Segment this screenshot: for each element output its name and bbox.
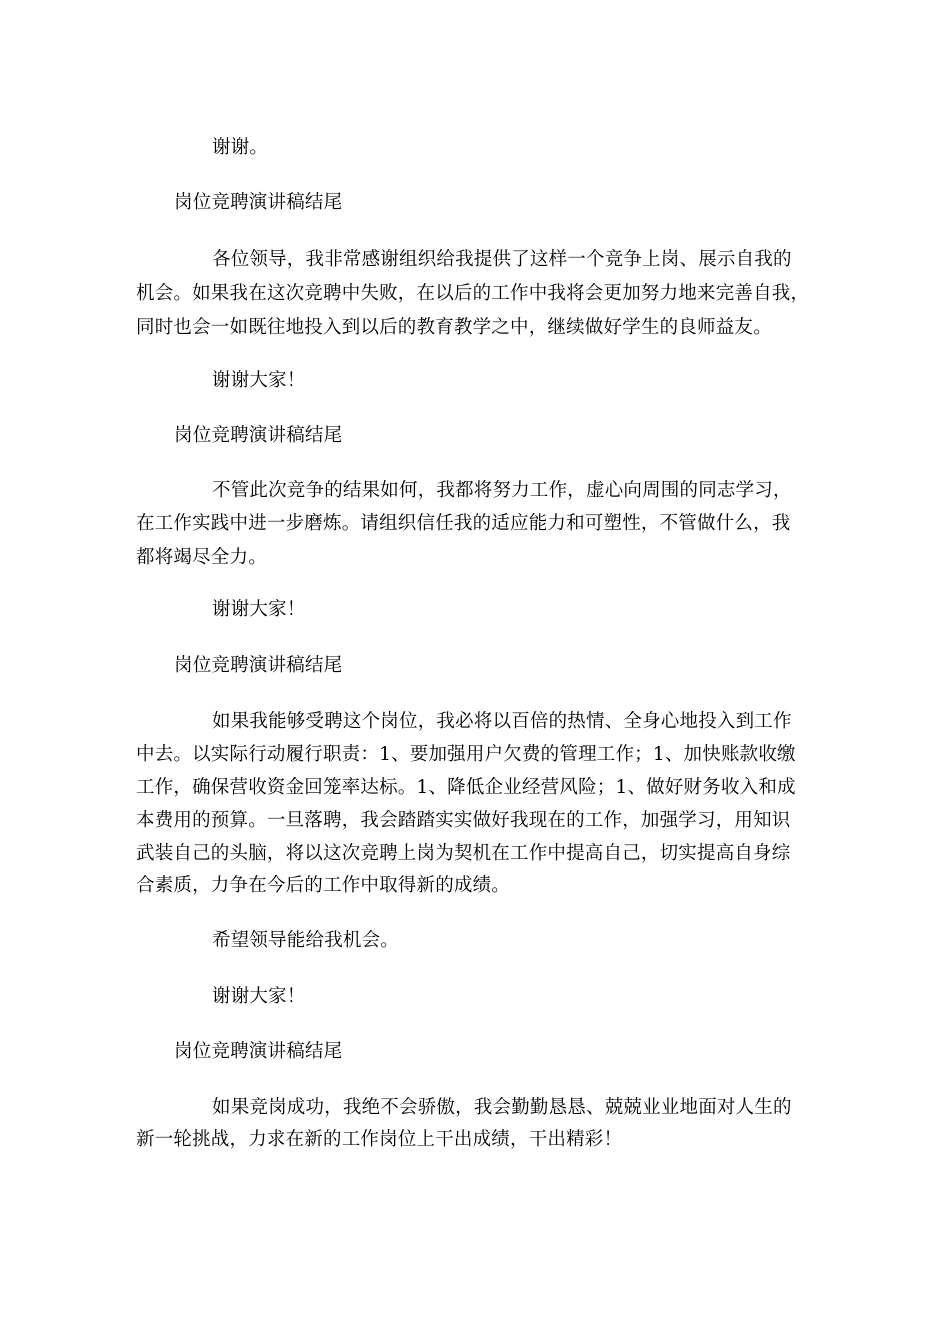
paragraph-line: 谢谢。: [212, 137, 269, 158]
paragraph-line: 本费用的预算。一旦落聘，我会踏踏实实做好我现在的工作，加强学习，用知识: [136, 810, 791, 831]
paragraph-line: 各位领导，我非常感谢组织给我提供了这样一个竞争上岗、展示自我的: [212, 249, 792, 270]
paragraph-line: 如果我能够受聘这个岗位，我必将以百倍的热情、全身心地投入到工作: [212, 711, 792, 732]
paragraph-line: 在工作实践中进一步磨炼。请组织信任我的适应能力和可塑性，不管做什么，我: [136, 513, 791, 534]
paragraph-line: 不管此次竞争的结果如何，我都将努力工作，虚心向周围的同志学习，: [212, 480, 792, 501]
section-heading: 岗位竞聘演讲稿结尾: [174, 655, 343, 676]
paragraph-line: 谢谢大家！: [212, 599, 306, 620]
paragraph-line: 新一轮挑战，力求在新的工作岗位上干出成绩，干出精彩！: [136, 1129, 623, 1150]
section-heading: 岗位竞聘演讲稿结尾: [174, 1041, 343, 1062]
paragraph-line: 武装自己的头脑，将以这次竞聘上岗为契机在工作中提高自己，切实提高自身综: [136, 843, 791, 864]
section-heading: 岗位竞聘演讲稿结尾: [174, 192, 343, 213]
paragraph-line: 合素质，力争在今后的工作中取得新的成绩。: [136, 875, 511, 896]
paragraph-line: 如果竞岗成功，我绝不会骄傲，我会勤勤恳恳、兢兢业业地面对人生的: [212, 1097, 792, 1118]
paragraph-line: 希望领导能给我机会。: [212, 930, 400, 951]
paragraph-line: 工作，确保营收资金回笼率达标。1、降低企业经营风险；1、做好财务收入和成: [136, 777, 796, 798]
paragraph-line: 同时也会一如既往地投入到以后的教育教学之中，继续做好学生的良师益友。: [136, 317, 772, 338]
paragraph-line: 谢谢大家！: [212, 370, 306, 391]
paragraph-line: 机会。如果我在这次竞聘中失败，在以后的工作中我将会更加努力地来完善自我，: [136, 283, 810, 304]
paragraph-line: 都将竭尽全力。: [136, 547, 267, 568]
paragraph-line: 谢谢大家！: [212, 986, 306, 1007]
paragraph-line: 中去。以实际行动履行职责：1、要加强用户欠费的管理工作；1、加快账款收缴: [136, 744, 796, 765]
section-heading: 岗位竞聘演讲稿结尾: [174, 425, 343, 446]
